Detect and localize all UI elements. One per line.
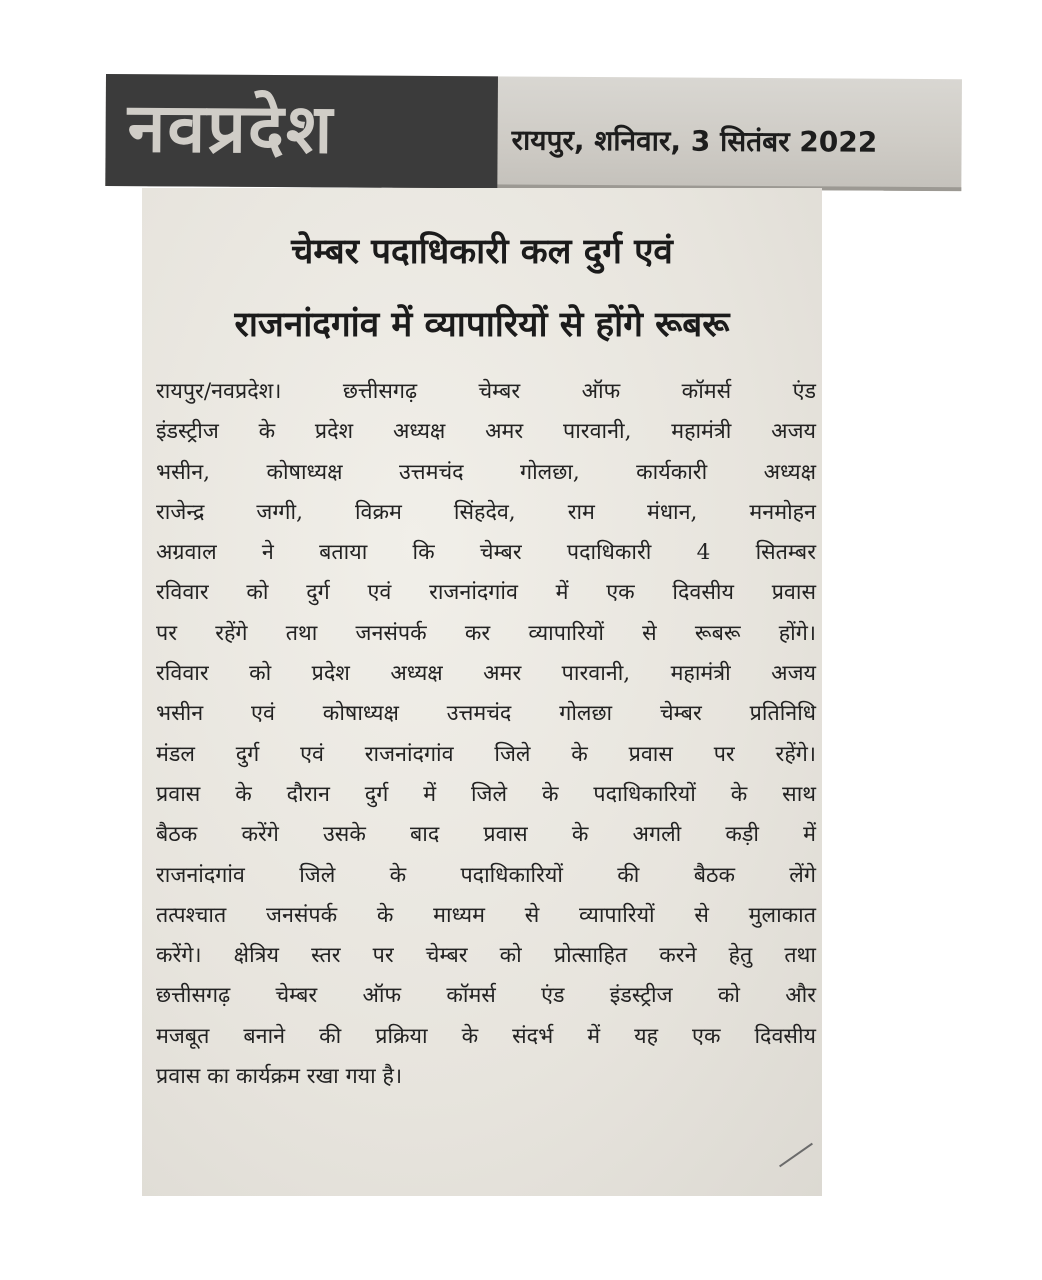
body-line: रायपुर/नवप्रदेश। छत्तीसगढ़ चेम्बर ऑफ कॉमर्स एंड: [156, 379, 816, 404]
body-line: मंडल दुर्ग एवं राजनांदगांव जिले के प्रवास पर रहेंगे।: [156, 741, 816, 767]
body-line: प्रवास का कार्यक्रम रखा गया है।: [156, 1064, 403, 1090]
headline-line-2: राजनांदगांव में व्यापारियों से होंगे रूबरू: [234, 305, 730, 345]
body-line: रविवार को प्रदेश अध्यक्ष अमर पारवानी, महामंत्री अजय: [156, 661, 816, 687]
paper-scuff-mark: [779, 1143, 813, 1168]
body-line: करेंगे। क्षेत्रिय स्तर पर चेम्बर को प्रोत्साहित करने हेतु तथा: [156, 943, 816, 969]
body-line: अग्रवाल ने बताया कि चेम्बर पदाधिकारी 4 सितम्बर: [156, 540, 816, 566]
article-body: [156, 372, 816, 1097]
dateline: रायपुर, शनिवार, 3 सितंबर 2022: [511, 123, 878, 159]
body-line: छत्तीसगढ़ चेम्बर ऑफ कॉमर्स एंड इंडस्ट्रीज को और: [156, 983, 816, 1009]
masthead: [105, 74, 962, 191]
body-line: राजेन्द्र जग्गी, विक्रम सिंहदेव, राम मंधान, मनमोहन: [156, 499, 816, 525]
body-line: तत्पश्चात जनसंपर्क के माध्यम से व्यापारियों से मुलाकात: [156, 902, 816, 928]
body-line: मजबूत बनाने की प्रक्रिया के संदर्भ में यह एक दिवसीय: [156, 1023, 816, 1049]
body-line: राजनांदगांव जिले के पदाधिकारियों की बैठक लेंगे: [156, 862, 816, 888]
newspaper-logo: [105, 74, 498, 188]
headline-line-1: चेम्बर पदाधिकारी कल दुर्ग एवं: [291, 232, 673, 272]
body-line: बैठक करेंगे उसके बाद प्रवास के अगली कड़ी में: [156, 822, 816, 848]
news-clipping: [142, 188, 822, 1196]
body-line: भसीन, कोषाध्यक्ष उत्तमचंद गोलछा, कार्यकारी अध्यक्ष: [156, 459, 816, 485]
body-line: रविवार को दुर्ग एवं राजनांदगांव में एक दिवसीय प्रवास: [156, 580, 816, 606]
body-line: प्रवास के दौरान दुर्ग में जिले के पदाधिकारियों के साथ: [156, 781, 816, 807]
body-line: इंडस्ट्रीज के प्रदेश अध्यक्ष अमर पारवानी, महामंत्री अजय: [156, 419, 816, 445]
newspaper-logo-text: नवप्रदेश: [127, 89, 335, 170]
body-line: पर रहेंगे तथा जनसंपर्क कर व्यापारियों से रूबरू होंगे।: [156, 620, 816, 646]
body-line: भसीन एवं कोषाध्यक्ष उत्तमचंद गोलछा चेम्बर प्रतिनिधि: [156, 701, 816, 727]
headline: [142, 216, 822, 362]
